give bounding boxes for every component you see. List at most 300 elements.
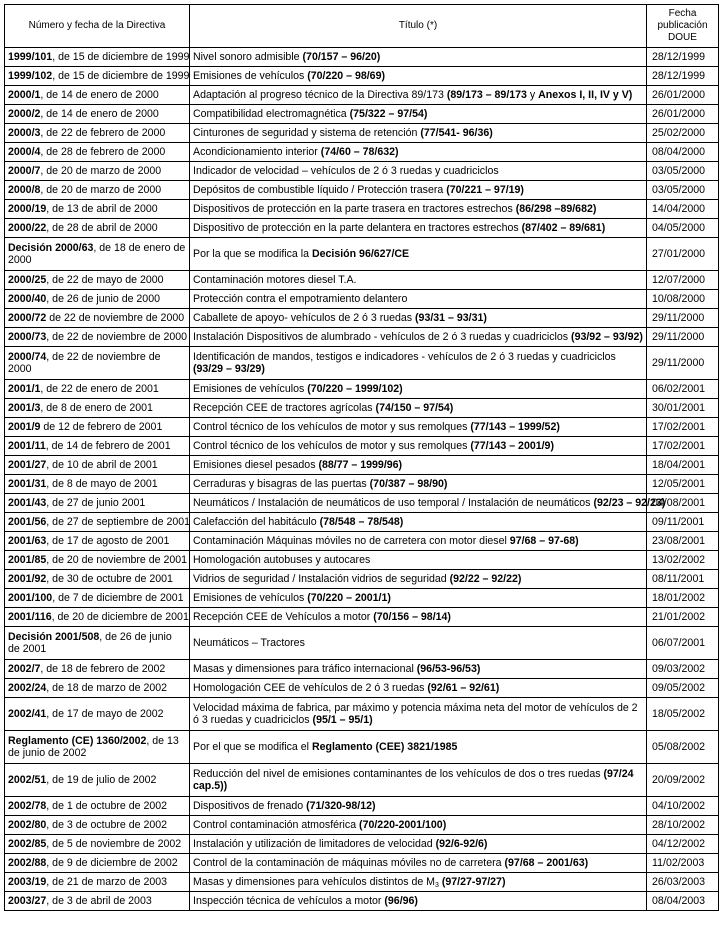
directive-title-cell bbox=[190, 835, 647, 854]
directive-number: 2001/100 bbox=[8, 592, 53, 604]
title-text: Velocidad máxima de fabrica, par máximo y potencia máxima neta del motor de vehículos de 2 ó 3 ruedas y cuadriciclos bbox=[193, 702, 638, 726]
directive-title-cell bbox=[190, 627, 647, 660]
directive-number: 2001/11 bbox=[8, 440, 46, 452]
title-text: Adaptación al progreso técnico de la Directiva 89/173 bbox=[193, 89, 447, 101]
publication-date: 18/01/2002 bbox=[647, 589, 719, 608]
directive-title-cell bbox=[190, 679, 647, 698]
directive-number-cell bbox=[5, 679, 190, 698]
directive-date: , de 20 de marzo de 2000 bbox=[40, 184, 162, 196]
title-text: Neumáticos – Tractores bbox=[193, 637, 305, 649]
table-row bbox=[5, 328, 719, 347]
directive-date: , de 19 de julio de 2002 bbox=[46, 774, 157, 786]
directive-number: 2000/2 bbox=[8, 108, 41, 120]
publication-date: 26/01/2000 bbox=[647, 86, 719, 105]
table-row bbox=[5, 347, 719, 380]
directive-number: Decisión 2000/63 bbox=[8, 242, 94, 254]
title-reference: (77/541- 96/36) bbox=[420, 127, 493, 139]
header-row bbox=[5, 5, 719, 48]
directive-number: 2001/9 bbox=[8, 421, 41, 433]
directive-title-cell bbox=[190, 513, 647, 532]
publication-date: 18/04/2001 bbox=[647, 456, 719, 475]
publication-date: 04/08/2001 bbox=[647, 494, 719, 513]
directive-title-cell bbox=[190, 731, 647, 764]
directive-number-cell bbox=[5, 67, 190, 86]
table-row bbox=[5, 290, 719, 309]
title-reference: (70/220-2001/100) bbox=[359, 819, 447, 831]
publication-date: 28/12/1999 bbox=[647, 67, 719, 86]
directive-title-cell bbox=[190, 698, 647, 731]
title-text: Emisiones de vehículos bbox=[193, 70, 308, 82]
directive-number: 2002/78 bbox=[8, 800, 47, 812]
table-row bbox=[5, 513, 719, 532]
directive-title-cell bbox=[190, 418, 647, 437]
directive-number: 2002/51 bbox=[8, 774, 47, 786]
directive-number-cell bbox=[5, 873, 190, 892]
title-text: Cinturones de seguridad y sistema de retención bbox=[193, 127, 421, 139]
title-reference: (71/320-98/12) bbox=[306, 800, 376, 812]
directive-date: , de 22 de febrero de 2000 bbox=[40, 127, 166, 139]
publication-date: 26/01/2000 bbox=[647, 105, 719, 124]
header-title: Título (*) bbox=[190, 5, 647, 48]
table-row bbox=[5, 679, 719, 698]
table-row bbox=[5, 627, 719, 660]
table-row bbox=[5, 380, 719, 399]
directive-number-cell bbox=[5, 660, 190, 679]
directive-number: 2000/8 bbox=[8, 184, 41, 196]
directive-title-cell bbox=[190, 200, 647, 219]
table-row bbox=[5, 143, 719, 162]
directive-number: Reglamento (CE) 1360/2002 bbox=[8, 735, 147, 747]
directive-number-cell bbox=[5, 835, 190, 854]
title-text: Control de la contaminación de máquinas móviles no de carretera bbox=[193, 857, 505, 869]
table-row bbox=[5, 238, 719, 271]
title-text: Contaminación motores diesel T.A. bbox=[193, 274, 357, 286]
directive-number: Decisión 2001/508 bbox=[8, 631, 100, 643]
directive-title-cell bbox=[190, 105, 647, 124]
publication-date: 06/02/2001 bbox=[647, 380, 719, 399]
publication-date: 23/08/2001 bbox=[647, 532, 719, 551]
table-row bbox=[5, 418, 719, 437]
directive-number-cell bbox=[5, 399, 190, 418]
directive-number-cell bbox=[5, 627, 190, 660]
title-text: Control técnico de los vehículos de motor y sus remolques bbox=[193, 440, 471, 452]
directive-date: , de 14 de febrero de 2001 bbox=[45, 440, 171, 452]
title-text: Masas y dimensiones para vehículos distintos de M bbox=[193, 876, 436, 888]
directive-number: 2000/73 bbox=[8, 331, 47, 343]
title-text: Recepción CEE de Vehículos a motor bbox=[193, 611, 374, 623]
directive-date: , de 15 de diciembre de 1999 bbox=[52, 51, 190, 63]
directive-date: , de 9 de diciembre de 2002 bbox=[46, 857, 178, 869]
title-text: Depósitos de combustible líquido / Protección trasera bbox=[193, 184, 447, 196]
publication-date: 12/05/2001 bbox=[647, 475, 719, 494]
table-row bbox=[5, 660, 719, 679]
directive-number: 2002/7 bbox=[8, 663, 41, 675]
title-reference: (93/92 – 93/92) bbox=[571, 331, 643, 343]
directive-number: 2002/88 bbox=[8, 857, 47, 869]
title-reference: (86/298 –89/682) bbox=[515, 203, 597, 215]
directive-number: 2002/85 bbox=[8, 838, 47, 850]
directive-number: 2001/85 bbox=[8, 554, 47, 566]
directive-number: 2000/22 bbox=[8, 222, 47, 234]
directive-title-cell bbox=[190, 589, 647, 608]
directive-title-cell bbox=[190, 456, 647, 475]
publication-date: 20/09/2002 bbox=[647, 764, 719, 797]
title-reference: (77/143 – 2001/9) bbox=[470, 440, 554, 452]
directive-date: , de 14 de enero de 2000 bbox=[40, 89, 159, 101]
table-body bbox=[5, 48, 719, 911]
table-row bbox=[5, 86, 719, 105]
title-reference: (96/96) bbox=[384, 895, 418, 907]
directive-number-cell bbox=[5, 816, 190, 835]
title-reference: (92/22 – 92/22) bbox=[449, 573, 522, 585]
directive-title-cell bbox=[190, 608, 647, 627]
title-reference: (77/143 – 1999/52) bbox=[470, 421, 560, 433]
directive-number-cell bbox=[5, 475, 190, 494]
directive-date: , de 18 de enero de 2000 bbox=[8, 242, 186, 266]
publication-date: 14/04/2000 bbox=[647, 200, 719, 219]
table-row bbox=[5, 67, 719, 86]
publication-date: 17/02/2001 bbox=[647, 437, 719, 456]
table-row bbox=[5, 271, 719, 290]
directive-number-cell bbox=[5, 456, 190, 475]
directive-number: 2000/40 bbox=[8, 293, 47, 305]
publication-date: 29/11/2000 bbox=[647, 328, 719, 347]
title-text: Vidrios de seguridad / Instalación vidrios de seguridad bbox=[193, 573, 450, 585]
directive-date: , de 22 de enero de 2001 bbox=[40, 383, 159, 395]
directive-title-cell bbox=[190, 892, 647, 911]
table-row bbox=[5, 698, 719, 731]
directive-title-cell bbox=[190, 816, 647, 835]
table-row bbox=[5, 854, 719, 873]
title-reference: Anexos I, II, IV y V) bbox=[538, 89, 633, 101]
publication-date: 09/11/2001 bbox=[647, 513, 719, 532]
directive-number: 2001/1 bbox=[8, 383, 41, 395]
table-row bbox=[5, 162, 719, 181]
table-row bbox=[5, 764, 719, 797]
title-text: Caballete de apoyo- vehículos de 2 ó 3 ruedas bbox=[193, 312, 416, 324]
title-reference: (88/77 – 1999/96) bbox=[318, 459, 403, 471]
table-row bbox=[5, 551, 719, 570]
directive-number: 2000/3 bbox=[8, 127, 41, 139]
publication-date: 03/05/2000 bbox=[647, 162, 719, 181]
header-publication-date bbox=[647, 5, 719, 48]
title-text: Dispositivo de protección en la parte delantera en tractores estrechos bbox=[193, 222, 522, 234]
directive-number-cell bbox=[5, 551, 190, 570]
directive-number-cell bbox=[5, 513, 190, 532]
directive-title-cell bbox=[190, 475, 647, 494]
directive-number-cell bbox=[5, 854, 190, 873]
title-reference: (87/402 – 89/681) bbox=[521, 222, 606, 234]
directive-number-cell bbox=[5, 328, 190, 347]
directive-number: 2000/19 bbox=[8, 203, 47, 215]
publication-date: 26/03/2003 bbox=[647, 873, 719, 892]
title-reference: (89/173 – 89/173 bbox=[446, 89, 530, 101]
directive-date: , de 30 de octubre de 2001 bbox=[46, 573, 173, 585]
directive-number-cell bbox=[5, 219, 190, 238]
publication-date: 29/11/2000 bbox=[647, 309, 719, 328]
directive-date: , de 17 de mayo de 2002 bbox=[46, 708, 164, 720]
publication-date: 08/04/2003 bbox=[647, 892, 719, 911]
directive-number: 2000/1 bbox=[8, 89, 41, 101]
directive-date: , de 5 de noviembre de 2002 bbox=[46, 838, 182, 850]
directive-number: 2001/63 bbox=[8, 535, 47, 547]
directive-date: , de 22 de mayo de 2000 bbox=[46, 274, 164, 286]
table-row bbox=[5, 873, 719, 892]
title-reference: (74/150 – 97/54) bbox=[375, 402, 454, 414]
directive-number: 2000/74 bbox=[8, 351, 47, 363]
title-reference: (92/61 – 92/61) bbox=[427, 682, 500, 694]
title-text: Neumáticos / Instalación de neumáticos de uso temporal / Instalación de neumáticos bbox=[193, 497, 594, 509]
title-text: Indicador de velocidad – vehículos de 2 ó 3 ruedas y cuadriciclos bbox=[193, 165, 499, 177]
publication-date: 28/10/2002 bbox=[647, 816, 719, 835]
directive-number: 2001/92 bbox=[8, 573, 47, 585]
title-reference: (78/548 – 78/548) bbox=[319, 516, 404, 528]
directive-date: , de 17 de agosto de 2001 bbox=[46, 535, 170, 547]
directive-number-cell bbox=[5, 570, 190, 589]
title-text: Calefacción del habitáculo bbox=[193, 516, 320, 528]
table-row bbox=[5, 399, 719, 418]
directive-title-cell bbox=[190, 380, 647, 399]
directive-date: , de 26 de junio de 2001 bbox=[8, 631, 172, 655]
directive-date: , de 14 de enero de 2000 bbox=[40, 108, 159, 120]
directive-date: , de 20 de noviembre de 2001 bbox=[46, 554, 188, 566]
directive-title-cell bbox=[190, 271, 647, 290]
directive-title-cell bbox=[190, 347, 647, 380]
title-text: Masas y dimensiones para tráfico internacional bbox=[193, 663, 417, 675]
publication-date: 18/05/2002 bbox=[647, 698, 719, 731]
publication-date: 08/04/2000 bbox=[647, 143, 719, 162]
table-row bbox=[5, 532, 719, 551]
directive-date: de 12 de febrero de 2001 bbox=[40, 421, 163, 433]
directive-number-cell bbox=[5, 181, 190, 200]
publication-date: 11/02/2003 bbox=[647, 854, 719, 873]
directive-number: 2001/56 bbox=[8, 516, 47, 528]
directive-number: 2001/43 bbox=[8, 497, 47, 509]
publication-date: 09/05/2002 bbox=[647, 679, 719, 698]
directive-number-cell bbox=[5, 589, 190, 608]
table-row bbox=[5, 456, 719, 475]
publication-date: 04/10/2002 bbox=[647, 797, 719, 816]
table-row bbox=[5, 309, 719, 328]
header-date-line2: publicación bbox=[657, 20, 708, 31]
table-row bbox=[5, 892, 719, 911]
publication-date: 09/03/2002 bbox=[647, 660, 719, 679]
directive-date: , de 18 de febrero de 2002 bbox=[40, 663, 166, 675]
title-text: Inspección técnica de vehículos a motor bbox=[193, 895, 385, 907]
directive-date: , de 22 de noviembre de 2000 bbox=[8, 351, 161, 375]
title-text: Cerraduras y bisagras de las puertas bbox=[193, 478, 370, 490]
publication-date: 28/12/1999 bbox=[647, 48, 719, 67]
title-reference: (70/221 – 97/19) bbox=[446, 184, 524, 196]
directive-date: , de 20 de marzo de 2000 bbox=[40, 165, 162, 177]
directive-number: 2000/4 bbox=[8, 146, 41, 158]
directive-title-cell bbox=[190, 86, 647, 105]
title-reference: (70/220 – 98/69) bbox=[307, 70, 385, 82]
directive-number: 2003/19 bbox=[8, 876, 47, 888]
publication-date: 08/11/2001 bbox=[647, 570, 719, 589]
directive-number: 2003/27 bbox=[8, 895, 47, 907]
directives-table bbox=[4, 4, 719, 911]
directive-number-cell bbox=[5, 48, 190, 67]
publication-date: 27/01/2000 bbox=[647, 238, 719, 271]
directive-title-cell bbox=[190, 660, 647, 679]
directive-title-cell bbox=[190, 437, 647, 456]
directive-number-cell bbox=[5, 309, 190, 328]
title-text: Control contaminación atmosférica bbox=[193, 819, 360, 831]
directive-number: 2001/27 bbox=[8, 459, 47, 471]
publication-date: 30/01/2001 bbox=[647, 399, 719, 418]
directive-number: 2000/25 bbox=[8, 274, 47, 286]
directive-title-cell bbox=[190, 570, 647, 589]
title-text: Identificación de mandos, testigos e indicadores - vehículos de 2 ó 3 ruedas y cuadriciclos bbox=[193, 351, 616, 363]
title-reference: (93/31 – 93/31) bbox=[415, 312, 487, 324]
title-reference: (70/220 – 1999/102) bbox=[307, 383, 403, 395]
directives-document bbox=[4, 4, 718, 911]
title-reference: (97/24 cap.5)) bbox=[193, 768, 634, 792]
directive-title-cell bbox=[190, 219, 647, 238]
directive-number-cell bbox=[5, 764, 190, 797]
directive-title-cell bbox=[190, 532, 647, 551]
table-row bbox=[5, 200, 719, 219]
title-text: Protección contra el empotramiento delantero bbox=[193, 293, 408, 305]
directive-date: , de 21 de marzo de 2003 bbox=[46, 876, 168, 888]
table-row bbox=[5, 570, 719, 589]
directive-number-cell bbox=[5, 698, 190, 731]
table-row bbox=[5, 437, 719, 456]
directive-number-cell bbox=[5, 238, 190, 271]
directive-number-cell bbox=[5, 418, 190, 437]
directive-date: , de 7 de diciembre de 2001 bbox=[52, 592, 184, 604]
title-text: Homologación autobuses y autocares bbox=[193, 554, 371, 566]
directive-date: , de 22 de noviembre de 2000 bbox=[46, 331, 188, 343]
directive-number-cell bbox=[5, 124, 190, 143]
directive-number: 2001/31 bbox=[8, 478, 47, 490]
title-text: Instalación Dispositivos de alumbrado - vehículos de 2 ó 3 ruedas y cuadriciclos bbox=[193, 331, 572, 343]
title-reference: (70/156 – 98/14) bbox=[373, 611, 451, 623]
directive-number: 2002/41 bbox=[8, 708, 47, 720]
directive-date: de 22 de noviembre de 2000 bbox=[46, 312, 185, 324]
title-text: Nivel sonoro admisible bbox=[193, 51, 303, 63]
directive-number-cell bbox=[5, 532, 190, 551]
directive-title-cell bbox=[190, 551, 647, 570]
title-reference: (74/60 – 78/632) bbox=[320, 146, 399, 158]
table-row bbox=[5, 589, 719, 608]
directive-title-cell bbox=[190, 48, 647, 67]
directive-date: , de 8 de mayo de 2001 bbox=[46, 478, 158, 490]
publication-date: 04/12/2002 bbox=[647, 835, 719, 854]
directive-title-cell bbox=[190, 238, 647, 271]
table-row bbox=[5, 219, 719, 238]
directive-date: , de 18 de marzo de 2002 bbox=[46, 682, 168, 694]
table-row bbox=[5, 835, 719, 854]
directive-date: , de 3 de octubre de 2002 bbox=[46, 819, 168, 831]
directive-date: , de 27 de junio 2001 bbox=[46, 497, 146, 509]
title-reference: (97/68 – 2001/63) bbox=[504, 857, 589, 869]
directive-title-cell bbox=[190, 764, 647, 797]
title-text: Por el que se modifica el bbox=[193, 741, 312, 753]
title-reference: (93/29 – 93/29) bbox=[193, 363, 265, 375]
directive-title-cell bbox=[190, 67, 647, 86]
directive-title-cell bbox=[190, 328, 647, 347]
directive-number-cell bbox=[5, 892, 190, 911]
directive-number: 2000/7 bbox=[8, 165, 41, 177]
directive-number: 1999/102 bbox=[8, 70, 53, 82]
title-reference: (70/387 – 98/90) bbox=[369, 478, 448, 490]
directive-title-cell bbox=[190, 290, 647, 309]
directive-number-cell bbox=[5, 271, 190, 290]
header-date-line3: DOUE bbox=[668, 32, 697, 43]
title-text: Dispositivos de protección en la parte trasera en tractores estrechos bbox=[193, 203, 516, 215]
directive-number-cell bbox=[5, 380, 190, 399]
title-text: Control técnico de los vehículos de motor y sus remolques bbox=[193, 421, 471, 433]
title-text: Contaminación Máquinas móviles no de carretera con motor diesel bbox=[193, 535, 510, 547]
publication-date: 21/01/2002 bbox=[647, 608, 719, 627]
directive-date: , de 1 de octubre de 2002 bbox=[46, 800, 168, 812]
title-reference: (75/322 – 97/54) bbox=[349, 108, 428, 120]
directive-number-cell bbox=[5, 437, 190, 456]
directive-number-cell bbox=[5, 86, 190, 105]
title-text: Emisiones de vehículos bbox=[193, 592, 308, 604]
table-row bbox=[5, 494, 719, 513]
publication-date: 25/02/2000 bbox=[647, 124, 719, 143]
title-reference: Decisión 96/627/CE bbox=[311, 248, 410, 260]
directive-title-cell bbox=[190, 309, 647, 328]
publication-date: 13/02/2002 bbox=[647, 551, 719, 570]
directive-date: , de 20 de diciembre de 2001 bbox=[51, 611, 189, 623]
publication-date: 05/08/2002 bbox=[647, 731, 719, 764]
title-reference: (96/53-96/53) bbox=[416, 663, 481, 675]
directive-number-cell bbox=[5, 290, 190, 309]
title-reference: (95/1 – 95/1) bbox=[312, 714, 373, 726]
directive-number-cell bbox=[5, 608, 190, 627]
directive-number: 1999/101 bbox=[8, 51, 53, 63]
directive-date: , de 15 de diciembre de 1999 bbox=[52, 70, 190, 82]
title-text: Compatibilidad electromagnética bbox=[193, 108, 350, 120]
directive-number-cell bbox=[5, 731, 190, 764]
directive-number-cell bbox=[5, 162, 190, 181]
publication-date: 10/08/2000 bbox=[647, 290, 719, 309]
table-row bbox=[5, 475, 719, 494]
publication-date: 06/07/2001 bbox=[647, 627, 719, 660]
header-number-date: Número y fecha de la Directiva bbox=[5, 5, 190, 48]
title-text: Homologación CEE de vehículos de 2 ó 3 ruedas bbox=[193, 682, 428, 694]
table-row bbox=[5, 48, 719, 67]
directive-title-cell bbox=[190, 494, 666, 513]
title-text: Instalación y utilización de limitadores de velocidad bbox=[193, 838, 436, 850]
directive-title-cell bbox=[190, 797, 647, 816]
table-row bbox=[5, 124, 719, 143]
title-reference: (92/23 – 92/23) bbox=[593, 497, 666, 509]
directive-date: , de 13 de abril de 2000 bbox=[46, 203, 158, 215]
title-reference: (70/220 – 2001/1) bbox=[307, 592, 391, 604]
directive-number-cell bbox=[5, 200, 190, 219]
header-date-line1: Fecha bbox=[668, 8, 697, 19]
title-reference: Reglamento (CEE) 3821/1985 bbox=[311, 741, 458, 753]
directive-title-cell bbox=[190, 399, 647, 418]
directive-date: , de 28 de abril de 2000 bbox=[46, 222, 158, 234]
title-text: Por la que se modifica la bbox=[193, 248, 312, 260]
directive-number-cell bbox=[5, 347, 190, 380]
directive-title-cell bbox=[190, 873, 647, 892]
title-text: Recepción CEE de tractores agrícolas bbox=[193, 402, 376, 414]
directive-date: , de 8 de enero de 2001 bbox=[40, 402, 153, 414]
directive-number: 2001/3 bbox=[8, 402, 41, 414]
title-text: Emisiones diesel pesados bbox=[193, 459, 319, 471]
table-row bbox=[5, 105, 719, 124]
directive-number-cell bbox=[5, 797, 190, 816]
directive-date: , de 28 de febrero de 2000 bbox=[40, 146, 166, 158]
title-reference: (97/27-97/27) bbox=[441, 876, 506, 888]
